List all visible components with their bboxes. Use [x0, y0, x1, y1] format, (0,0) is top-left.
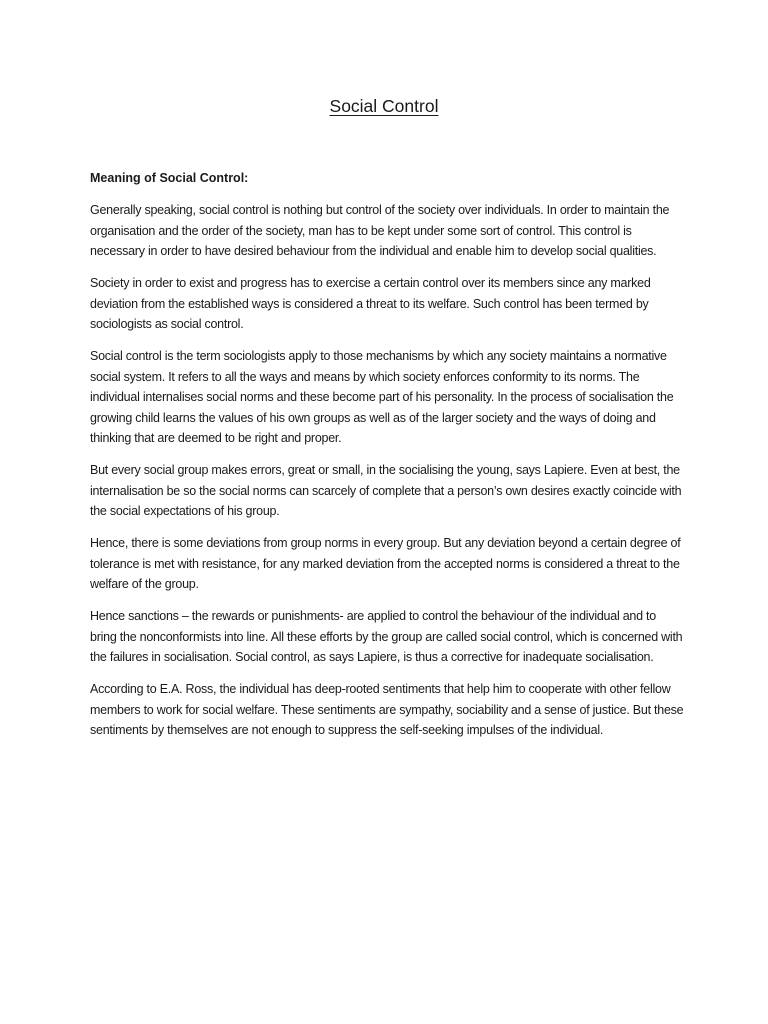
- paragraph-5: Hence, there is some deviations from group norms in every group. But any deviation beyond a certain degree of tolerance is met with resistance, for any marked deviation from the accepted norms is considered a threat to the welfare of the group.: [90, 536, 681, 591]
- paragraph-7: According to E.A. Ross, the individual has deep-rooted sentiments that help him to cooperate with other fellow members to work for social welfare. These sentiments are sympathy, sociability and a sense of justice. But these sentiments by themselves are not enough to suppress the self-seeking impulses of the individual.: [90, 682, 684, 737]
- paragraph-6: Hence sanctions – the rewards or punishments- are applied to control the behaviour of the individual and to bring the nonconformists into line. All these efforts by the group are called social control, which is concerned with the failures in socialisation. Social control, as says Lapiere, is thus a corrective for inadequate socialisation.: [90, 609, 683, 664]
- section-heading: Meaning of Social Control:: [90, 171, 249, 185]
- paragraph-2: Society in order to exist and progress has to exercise a certain control over its members since any marked deviation from the established ways is considered a threat to its welfare. Such control has been termed by sociologists as social control.: [90, 276, 651, 331]
- document-title: Social Control: [329, 96, 439, 116]
- document-body: [90, 168, 685, 752]
- paragraph-1: Generally speaking, social control is nothing but control of the society over individuals. In order to maintain the organisation and the order of the society, man has to be kept under some sort of control. This control is necessary in order to have desired behaviour from the individual and enable him to develop social qualities.: [90, 203, 670, 258]
- paragraph-4: But every social group makes errors, great or small, in the socialising the young, says Lapiere. Even at best, the internalisation be so the social norms can scarcely of complete that a person’s own desires exactly coincide with the social expectations of his group.: [90, 463, 682, 518]
- paragraph-3: Social control is the term sociologists apply to those mechanisms by which any society maintains a normative social system. It refers to all the ways and means by which society enforces conformity to its norms. The individual internalises social norms and these become part of his personality. In the process of socialisation the growing child learns the values of his own groups as well as of the larger society and the ways of doing and thinking that are deemed to be right and proper.: [90, 349, 674, 445]
